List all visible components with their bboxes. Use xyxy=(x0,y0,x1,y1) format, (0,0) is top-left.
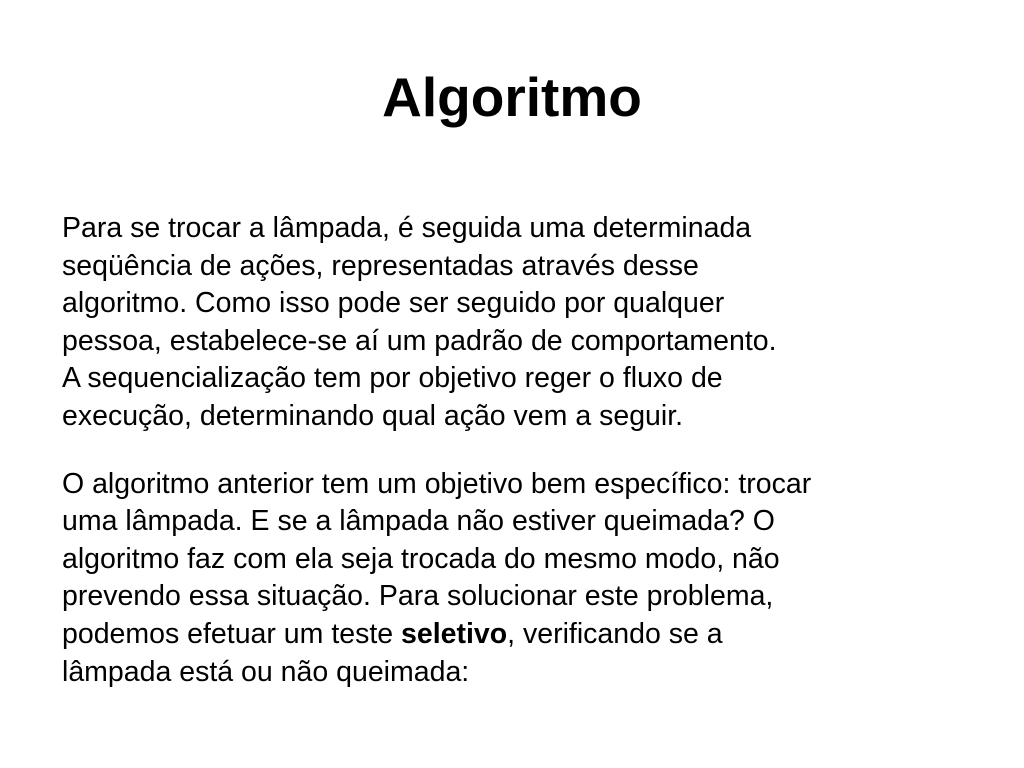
paragraph-line: A sequencialização tem por objetivo reger o fluxo de xyxy=(62,362,723,395)
paragraph-line: lâmpada está ou não queimada: xyxy=(62,655,470,688)
paragraph-line: algoritmo faz com ela seja trocada do mesmo modo, não xyxy=(62,542,780,575)
paragraph-line: prevendo essa situação. Para solucionar este problema, xyxy=(62,580,774,613)
slide-title: Algoritmo xyxy=(382,66,642,128)
paragraph-line: O algoritmo anterior tem um objetivo bem específico: trocar xyxy=(62,467,812,500)
paragraph-line: pessoa, estabelece-se aí um padrão de comportamento. xyxy=(62,324,777,357)
paragraph-line: execução, determinando qual ação vem a seguir. xyxy=(62,399,684,432)
slide-body xyxy=(62,210,982,691)
line-text-prefix: podemos efetuar um teste xyxy=(62,617,402,650)
emphasis-seletivo: seletivo xyxy=(401,617,508,650)
paragraph-line: uma lâmpada. E se a lâmpada não estiver queimada? O xyxy=(62,505,775,538)
paragraph-selective-test xyxy=(62,466,982,692)
paragraph-line-with-emphasis xyxy=(62,616,982,654)
line-text-suffix: , verificando se a xyxy=(507,617,723,650)
paragraph-line: seqüência de ações, representadas através desse xyxy=(62,249,699,282)
paragraph-line: Para se trocar a lâmpada, é seguida uma determinada xyxy=(62,212,752,244)
paragraph-line: algoritmo. Como isso pode ser seguido por qualquer xyxy=(62,287,725,320)
paragraph-lamp-sequence xyxy=(62,210,982,436)
